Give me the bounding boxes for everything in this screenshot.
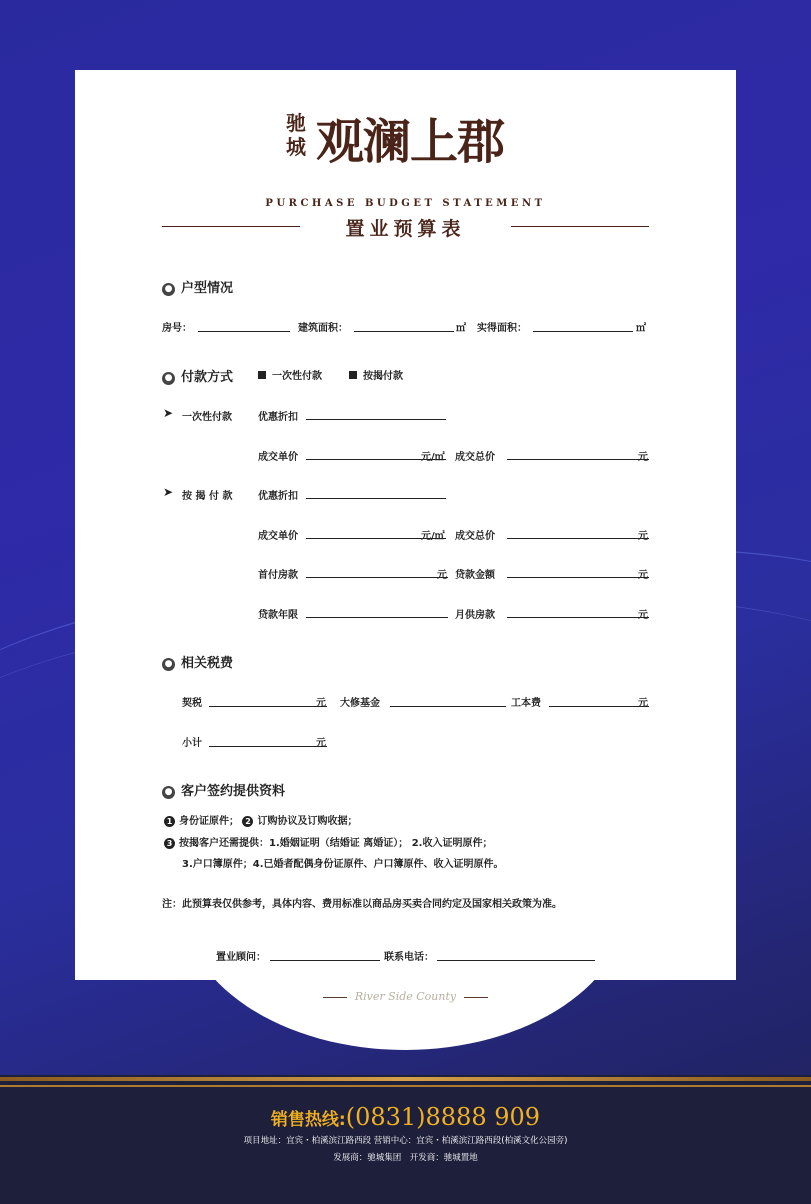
total-price-input[interactable] (507, 538, 649, 539)
yuan-sqm-unit: 元/㎡ (421, 452, 445, 463)
build-area-input[interactable] (354, 331, 454, 332)
room-input[interactable] (198, 331, 290, 332)
logo-small-text: 驰城 (286, 111, 306, 159)
arrow-right-icon: ➤ (163, 485, 174, 499)
doc-text: 身份证原件； (179, 816, 239, 827)
actual-area-label: 实得面积： (477, 323, 527, 334)
total-price-label: 成交总价 (455, 452, 495, 463)
advisor-label: 置业顾问： (216, 952, 266, 963)
advisor-input[interactable] (270, 960, 380, 961)
doc-text: 按揭客户还需提供：1.婚姻证明（结婚证 离婚证）； 2.收入证明原件； (179, 838, 493, 849)
river-side-tagline (0, 990, 811, 1003)
down-payment-input[interactable] (306, 577, 448, 578)
yuan-unit: 元 (638, 698, 648, 709)
option-full-payment[interactable] (258, 367, 322, 382)
option-mortgage[interactable] (349, 367, 403, 382)
maintenance-fund-input[interactable] (390, 706, 506, 707)
yuan-unit: 元 (437, 570, 447, 581)
project-address: 项目地址：宜宾・柏溪滨江路西段 营销中心：宜宾・柏溪滨江路西段(柏溪文化公园旁) (243, 1136, 568, 1146)
section-title: 客户签约提供资料 (181, 784, 286, 799)
loan-years-input[interactable] (306, 617, 448, 618)
total-price-label: 成交总价 (455, 531, 495, 542)
developer-info: 发展商：驰城集团 开发商：驰城置地 (333, 1153, 478, 1163)
loan-amount-input[interactable] (507, 577, 649, 578)
discount-label: 优惠折扣 (258, 412, 298, 423)
number-badge: 1 (164, 816, 175, 827)
actual-area-input[interactable] (533, 331, 633, 332)
maintenance-fund-label: 大修基金 (340, 698, 380, 709)
yuan-unit: 元 (638, 570, 648, 581)
hotline-label: 销售热线: (270, 1110, 346, 1130)
unit-price-label: 成交单价 (258, 452, 298, 463)
sales-hotline (0, 1103, 811, 1131)
discount-label: 优惠折扣 (258, 491, 298, 502)
yuan-unit: 元 (638, 531, 648, 542)
discount-input[interactable] (306, 419, 446, 420)
hotline-number: (0831)8888 909 (345, 1103, 541, 1131)
option-label: 一次性付款 (272, 371, 322, 382)
phone-label: 联系电话： (384, 952, 434, 963)
yuan-sqm-unit: 元/㎡ (421, 531, 445, 542)
section-unit (162, 277, 233, 296)
section-number-icon: ● (162, 786, 175, 799)
gold-stripe (0, 1085, 811, 1087)
monthly-input[interactable] (507, 617, 649, 618)
subtotal-label: 小计 (182, 738, 202, 749)
divider (323, 997, 347, 998)
arrow-right-icon: ➤ (163, 406, 174, 420)
sqm-unit: ㎡ (456, 323, 466, 334)
checkbox-icon[interactable] (258, 371, 266, 379)
mortgage-label: 按 揭 付 款 (182, 491, 233, 502)
subtotal-input[interactable] (209, 746, 327, 747)
section-title: 相关税费 (181, 656, 234, 671)
deed-tax-input[interactable] (209, 706, 327, 707)
number-badge: 3 (164, 838, 175, 849)
tagline-text: River Side County (354, 990, 457, 1003)
section-documents (162, 780, 285, 799)
section-taxes (162, 652, 233, 671)
disclaimer-note: 注：此预算表仅供参考，具体内容、费用标准以商品房买卖合同约定及国家相关政策为准。 (162, 899, 562, 910)
section-title: 付款方式 (181, 370, 234, 385)
gold-stripe (0, 1077, 811, 1081)
discount-input[interactable] (306, 498, 446, 499)
divider (464, 997, 488, 998)
section-number-icon: ● (162, 372, 175, 385)
yuan-unit: 元 (638, 610, 648, 621)
yuan-unit: 元 (316, 698, 326, 709)
page-title: 置业预算表 (345, 218, 466, 240)
doc-line-3: 3.户口簿原件；4.已婚者配偶身份证原件、户口簿原件、收入证明原件。 (182, 859, 504, 870)
loan-years-label: 贷款年限 (258, 610, 298, 621)
doc-line-2 (164, 834, 492, 849)
down-payment-label: 首付房款 (258, 570, 298, 581)
doc-line-1 (164, 812, 357, 827)
phone-input[interactable] (437, 960, 595, 961)
checkbox-icon[interactable] (349, 371, 357, 379)
doc-text: 订购协议及订购收据； (257, 816, 358, 827)
unit-price-label: 成交单价 (258, 531, 298, 542)
form-paper-arc (181, 900, 629, 1050)
yuan-unit: 元 (316, 738, 326, 749)
total-price-input[interactable] (507, 459, 649, 460)
full-payment-label: 一次性付款 (182, 412, 232, 423)
fee-label: 工本费 (511, 698, 541, 709)
deed-tax-label: 契税 (182, 698, 202, 709)
section-number-icon: ● (162, 283, 175, 296)
subtitle-english: PURCHASE BUDGET STATEMENT (265, 198, 546, 209)
logo-main-text: 观澜上郡 (316, 114, 505, 170)
fee-input[interactable] (549, 706, 649, 707)
yuan-unit: 元 (638, 452, 648, 463)
sqm-unit: ㎡ (636, 323, 646, 334)
number-badge: 2 (242, 816, 253, 827)
room-label: 房号： (162, 323, 192, 334)
section-title: 户型情况 (181, 281, 234, 296)
section-number-icon: ● (162, 658, 175, 671)
monthly-label: 月供房款 (455, 610, 495, 621)
title-rule-right (511, 226, 649, 227)
loan-amount-label: 贷款金额 (455, 570, 495, 581)
build-area-label: 建筑面积： (298, 323, 348, 334)
section-payment (162, 366, 233, 385)
option-label: 按揭付款 (363, 371, 403, 382)
